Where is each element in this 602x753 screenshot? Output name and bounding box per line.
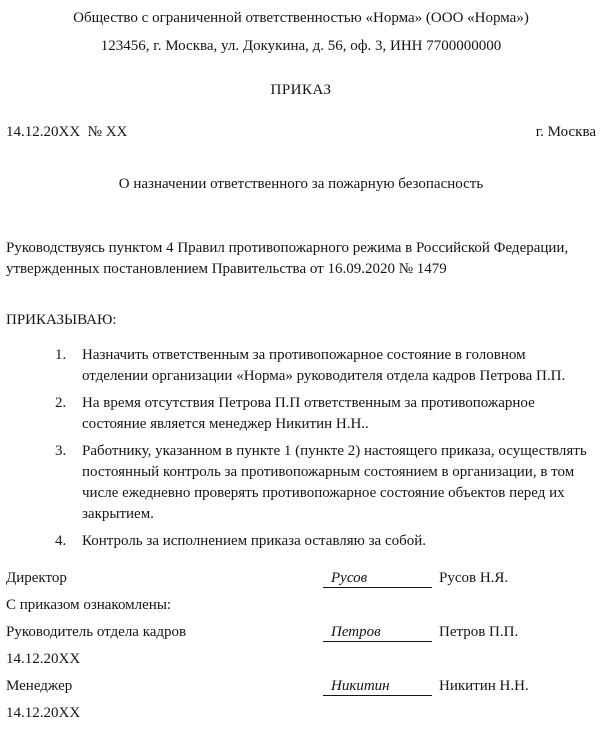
- date-row: [6, 122, 596, 143]
- signature-role: Менеджер: [6, 678, 73, 694]
- order-word: ПРИКАЗЫВАЮ:: [6, 312, 117, 328]
- signature-row-hr-head: [6, 622, 596, 649]
- doc-type-title: ПРИКАЗ: [270, 82, 332, 98]
- handwritten-signature: Русов: [323, 568, 432, 588]
- acknowledged-label: С приказом ознакомлены:: [6, 597, 172, 613]
- signature-row-manager: [6, 676, 596, 703]
- acknowledged-row: [6, 595, 596, 622]
- signature-printed-name: Петров П.П.: [439, 624, 519, 640]
- item-number: 2.: [55, 395, 67, 411]
- item-text: Контроль за исполнением приказа оставляю за собой.: [82, 533, 427, 549]
- handwritten-signature: Петров: [323, 622, 432, 642]
- handwritten-signature: Никитин: [323, 676, 432, 696]
- item-number: 1.: [55, 347, 67, 363]
- order-item-3: [6, 441, 596, 525]
- signature-block: [6, 568, 596, 730]
- date-and-number: 14.12.20XX № XX: [6, 124, 128, 140]
- item-text: На время отсутствия Петрова П.П ответственным за противопожарное состояние является менеджер Никитин Н.Н..: [82, 395, 535, 432]
- signature-row-director: [6, 568, 596, 595]
- item-number: 3.: [55, 443, 67, 459]
- signature-date: 14.12.20XX: [6, 651, 81, 667]
- org-address: 123456, г. Москва, ул. Докукина, д. 56, оф. 3, ИНН 7700000000: [100, 38, 502, 54]
- item-text: Назначить ответственным за противопожарное состояние в головном отделении организации «Норма» руководителя отдела кадров Петрова П.П.: [82, 347, 566, 384]
- org-name: Общество с ограниченной ответственностью «Норма» (ООО «Норма»): [73, 10, 529, 26]
- order-items-list: [6, 345, 596, 552]
- order-item-4: [6, 531, 596, 552]
- signature-date-row: [6, 649, 596, 676]
- item-number: 4.: [55, 533, 67, 549]
- city-label: г. Москва: [535, 124, 596, 140]
- signature-role: Директор: [6, 570, 67, 586]
- signature-role: Руководитель отдела кадров: [6, 624, 187, 640]
- subject-line: О назначении ответственного за пожарную безопасность: [118, 176, 484, 192]
- preamble-paragraph: Руководствуясь пунктом 4 Правил противопожарного режима в Российской Федерации, утвержденных постановлением Правительства от 16.09.2020 № 1479: [6, 240, 569, 277]
- order-item-2: [6, 393, 596, 435]
- signature-date-row: [6, 703, 596, 730]
- item-text: Работнику, указанном в пункте 1 (пункте 2) настоящего приказа, осуществлять постоянный контроль за противопожарным состоянием в организации, в том числе ежедневно проверять противопожарное состояние объектов перед их закрытием.: [82, 443, 587, 522]
- order-item-1: [6, 345, 596, 387]
- signature-printed-name: Русов Н.Я.: [439, 570, 509, 586]
- signature-printed-name: Никитин Н.Н.: [439, 678, 529, 694]
- signature-date: 14.12.20XX: [6, 705, 81, 721]
